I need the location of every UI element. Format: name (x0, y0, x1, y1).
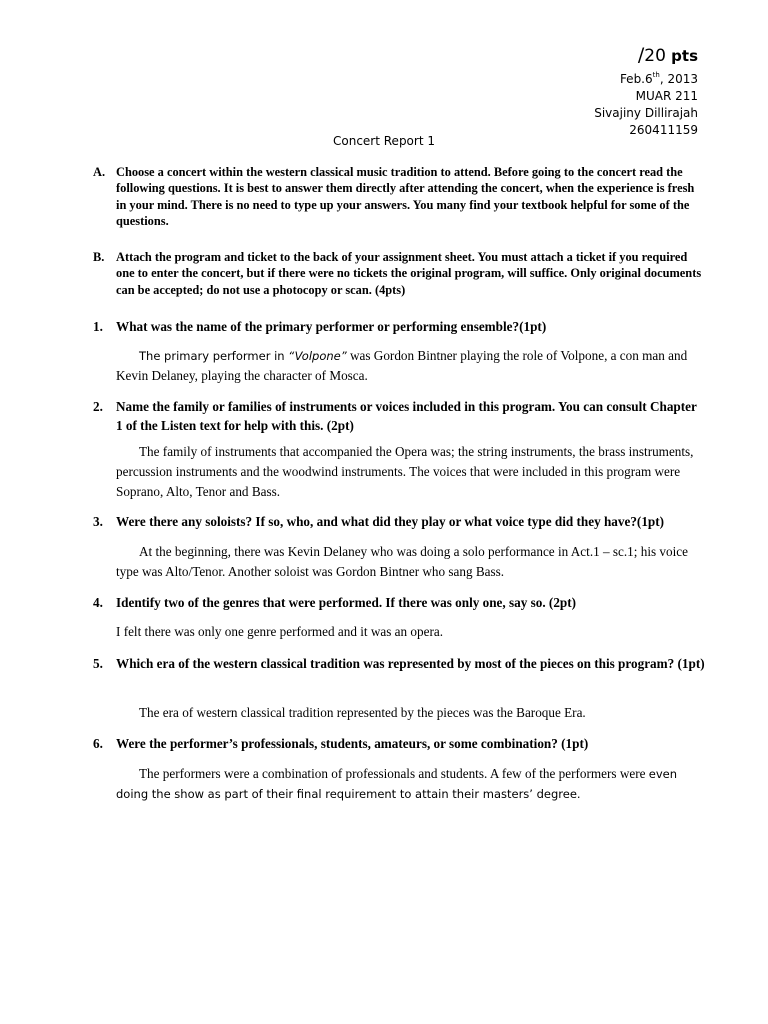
answer-6 (116, 764, 708, 804)
question-1 (93, 317, 705, 336)
instruction-a (93, 164, 705, 230)
question-4 (93, 593, 705, 612)
question-marker: 6. (93, 736, 103, 751)
score-number: 20 (644, 46, 666, 66)
score-line (594, 44, 698, 67)
question-text: Were the performer’s professionals, students, amateurs, or some combination? (1pt) (116, 736, 589, 751)
date-prefix: Feb.6 (619, 72, 653, 86)
header-block (594, 44, 698, 139)
date-line (594, 67, 698, 88)
opera-title: “Volpone” (288, 349, 347, 363)
answer-4: I felt there was only one genre performed and it was an opera. (116, 624, 443, 639)
question-marker: 4. (93, 595, 103, 610)
student-name: Sivajiny Dillirajah (594, 106, 698, 120)
question-6 (93, 734, 705, 753)
document-title: Concert Report 1 (333, 134, 435, 148)
question-text: Which era of the western classical tradition was represented by most of the pieces on this program? (1pt) (116, 656, 705, 671)
score-label: pts (665, 47, 698, 65)
answer-3: At the beginning, there was Kevin Delaney who was doing a solo performance in Act.1 – sc.1; his voice type was Alto/Tenor. Another soloist was Gordon Bintner who sang Bass. (116, 544, 688, 579)
answer-text: The primary performer in (139, 349, 289, 363)
question-text: Identify two of the genres that were performed. If there was only one, say so. (2pt) (116, 595, 577, 610)
date-suffix: , 2013 (659, 72, 698, 86)
instruction-text: Attach the program and ticket to the back of your assignment sheet. You must attach a ticket if you required one to enter the concert, but if there were no tickets the original program, will suffice. Only original documents can be accepted; do not use a photocopy or scan. (4pts) (116, 250, 702, 297)
score-slash: / (637, 44, 645, 66)
student-id: 260411159 (629, 123, 698, 137)
question-marker: 3. (93, 514, 103, 529)
instruction-marker: B. (93, 250, 105, 264)
question-marker: 5. (93, 656, 103, 671)
answer-5: The era of western classical tradition represented by the pieces was the Baroque Era. (139, 705, 586, 720)
answer-text: The performers were a combination of professionals and students. A few of the performers were (139, 766, 649, 781)
answer-2: The family of instruments that accompanied the Opera was; the string instruments, the brass instruments, percussion instruments and the woodwind instruments. The voices that were included in this program were Soprano, Alto, Tenor and Bass. (116, 444, 694, 499)
course-code: MUAR 211 (635, 89, 698, 103)
date-superscript: th (652, 71, 660, 79)
question-marker: 1. (93, 319, 103, 334)
question-marker: 2. (93, 399, 103, 414)
instruction-b (93, 249, 705, 298)
answer-1 (116, 346, 708, 386)
question-3 (93, 512, 705, 531)
answer-text: was Gordon Bintner playing the role of Volpone, a con man and Kevin Delaney, playing the character of Mosca. (116, 348, 688, 383)
question-text: Name the family or families of instruments or voices included in this program. You can consult Chapter 1 of the Listen text for help with this. (2pt) (116, 399, 697, 433)
instruction-marker: A. (93, 165, 106, 179)
question-5 (93, 654, 705, 673)
question-text: Were there any soloists? If so, who, and what did they play or what voice type did they have?(1pt) (116, 514, 665, 529)
instruction-text: Choose a concert within the western classical music tradition to attend. Before going to the concert read the following questions. It is best to answer them directly after attending the concert, when the experience is fresh in your mind. There is no need to type up your answers. You many find your textbook helpful for some of the questions. (116, 165, 695, 229)
answer-text: even doing the show as part of their final requirement to attain their masters’ degree. (116, 767, 677, 801)
question-2 (93, 397, 705, 435)
question-text: What was the name of the primary performer or performing ensemble?(1pt) (116, 319, 547, 334)
